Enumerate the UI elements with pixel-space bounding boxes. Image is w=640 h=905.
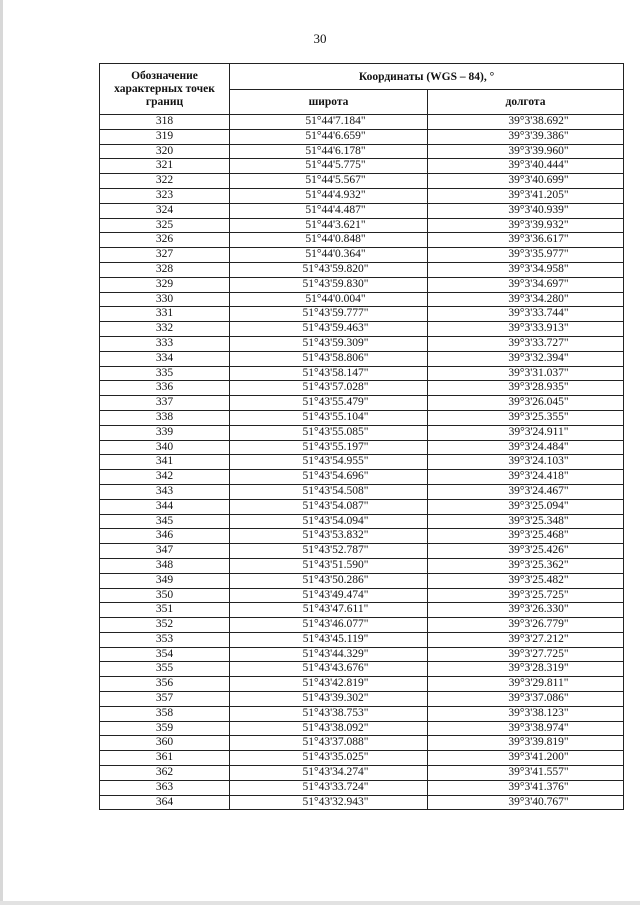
latitude-cell: 51°43'39.302" <box>230 692 428 707</box>
longitude-cell: 39°3'41.205" <box>428 188 624 203</box>
table-row <box>100 159 624 174</box>
point-cell: 336 <box>100 381 230 396</box>
point-cell: 354 <box>100 647 230 662</box>
point-cell: 343 <box>100 484 230 499</box>
table-row <box>100 484 624 499</box>
table-row <box>100 455 624 470</box>
table-row <box>100 174 624 189</box>
table-row <box>100 248 624 263</box>
point-cell: 349 <box>100 573 230 588</box>
longitude-cell: 39°3'35.977" <box>428 248 624 263</box>
table-row <box>100 618 624 633</box>
table-row <box>100 262 624 277</box>
latitude-cell: 51°43'57.028" <box>230 381 428 396</box>
latitude-cell: 51°44'0.848" <box>230 233 428 248</box>
longitude-cell: 39°3'38.123" <box>428 706 624 721</box>
table-row <box>100 499 624 514</box>
longitude-cell: 39°3'27.725" <box>428 647 624 662</box>
table-row <box>100 366 624 381</box>
latitude-header: широта <box>230 90 428 115</box>
latitude-cell: 51°44'6.178" <box>230 144 428 159</box>
header-row-top <box>100 64 624 90</box>
point-cell: 332 <box>100 322 230 337</box>
latitude-cell: 51°43'32.943" <box>230 795 428 810</box>
latitude-cell: 51°43'47.611" <box>230 603 428 618</box>
latitude-cell: 51°43'55.104" <box>230 410 428 425</box>
longitude-cell: 39°3'36.617" <box>428 233 624 248</box>
point-cell: 331 <box>100 307 230 322</box>
latitude-cell: 51°44'6.659" <box>230 129 428 144</box>
table-row <box>100 736 624 751</box>
latitude-cell: 51°43'54.696" <box>230 470 428 485</box>
point-cell: 357 <box>100 692 230 707</box>
point-cell: 337 <box>100 396 230 411</box>
longitude-cell: 39°3'28.319" <box>428 662 624 677</box>
table-row <box>100 721 624 736</box>
point-cell: 323 <box>100 188 230 203</box>
point-cell: 328 <box>100 262 230 277</box>
table-header <box>100 64 624 115</box>
point-cell: 358 <box>100 706 230 721</box>
longitude-cell: 39°3'24.911" <box>428 425 624 440</box>
point-cell: 333 <box>100 336 230 351</box>
longitude-cell: 39°3'39.386" <box>428 129 624 144</box>
longitude-cell: 39°3'41.200" <box>428 751 624 766</box>
point-cell: 359 <box>100 721 230 736</box>
latitude-cell: 51°44'3.621" <box>230 218 428 233</box>
point-cell: 334 <box>100 351 230 366</box>
table-row <box>100 440 624 455</box>
latitude-cell: 51°43'38.753" <box>230 706 428 721</box>
longitude-cell: 39°3'25.725" <box>428 588 624 603</box>
latitude-cell: 51°43'55.479" <box>230 396 428 411</box>
point-cell: 325 <box>100 218 230 233</box>
point-cell: 341 <box>100 455 230 470</box>
longitude-cell: 39°3'40.699" <box>428 174 624 189</box>
table-row <box>100 544 624 559</box>
point-cell: 342 <box>100 470 230 485</box>
table-row <box>100 662 624 677</box>
point-cell: 353 <box>100 632 230 647</box>
point-cell: 335 <box>100 366 230 381</box>
latitude-cell: 51°43'49.474" <box>230 588 428 603</box>
longitude-header: долгота <box>428 90 624 115</box>
point-cell: 360 <box>100 736 230 751</box>
latitude-cell: 51°43'46.077" <box>230 618 428 633</box>
point-cell: 363 <box>100 780 230 795</box>
table-row <box>100 233 624 248</box>
point-cell: 348 <box>100 558 230 573</box>
latitude-cell: 51°43'37.088" <box>230 736 428 751</box>
point-cell: 352 <box>100 618 230 633</box>
point-cell: 320 <box>100 144 230 159</box>
point-cell: 327 <box>100 248 230 263</box>
latitude-cell: 51°43'59.309" <box>230 336 428 351</box>
latitude-cell: 51°43'59.820" <box>230 262 428 277</box>
longitude-cell: 39°3'34.958" <box>428 262 624 277</box>
longitude-cell: 39°3'24.418" <box>428 470 624 485</box>
longitude-cell: 39°3'37.086" <box>428 692 624 707</box>
latitude-cell: 51°43'54.508" <box>230 484 428 499</box>
latitude-cell: 51°43'58.147" <box>230 366 428 381</box>
table-row <box>100 115 624 130</box>
point-cell: 347 <box>100 544 230 559</box>
table-row <box>100 529 624 544</box>
longitude-cell: 39°3'38.974" <box>428 721 624 736</box>
table-row <box>100 144 624 159</box>
table-row <box>100 795 624 810</box>
latitude-cell: 51°44'4.487" <box>230 203 428 218</box>
latitude-cell: 51°44'5.567" <box>230 174 428 189</box>
longitude-cell: 39°3'25.482" <box>428 573 624 588</box>
longitude-cell: 39°3'40.767" <box>428 795 624 810</box>
coordinates-header: Координаты (WGS – 84), ° <box>230 64 624 90</box>
table-row <box>100 129 624 144</box>
latitude-cell: 51°44'5.775" <box>230 159 428 174</box>
latitude-cell: 51°43'59.830" <box>230 277 428 292</box>
table-row <box>100 692 624 707</box>
longitude-cell: 39°3'25.426" <box>428 544 624 559</box>
longitude-cell: 39°3'24.467" <box>428 484 624 499</box>
table-row <box>100 322 624 337</box>
longitude-cell: 39°3'25.094" <box>428 499 624 514</box>
latitude-cell: 51°43'51.590" <box>230 558 428 573</box>
latitude-cell: 51°43'55.197" <box>230 440 428 455</box>
longitude-cell: 39°3'41.376" <box>428 780 624 795</box>
table-row <box>100 558 624 573</box>
point-cell: 330 <box>100 292 230 307</box>
latitude-cell: 51°43'50.286" <box>230 573 428 588</box>
table-row <box>100 706 624 721</box>
longitude-cell: 39°3'38.692" <box>428 115 624 130</box>
coordinates-table <box>99 63 624 810</box>
point-designation-header: Обозначение характерных точек границ <box>100 64 230 115</box>
longitude-cell: 39°3'40.939" <box>428 203 624 218</box>
longitude-cell: 39°3'31.037" <box>428 366 624 381</box>
point-cell: 319 <box>100 129 230 144</box>
table-row <box>100 307 624 322</box>
point-cell: 362 <box>100 766 230 781</box>
longitude-cell: 39°3'25.355" <box>428 410 624 425</box>
point-cell: 324 <box>100 203 230 218</box>
latitude-cell: 51°43'33.724" <box>230 780 428 795</box>
table-row <box>100 514 624 529</box>
latitude-cell: 51°43'59.463" <box>230 322 428 337</box>
latitude-cell: 51°43'59.777" <box>230 307 428 322</box>
point-cell: 355 <box>100 662 230 677</box>
longitude-cell: 39°3'33.727" <box>428 336 624 351</box>
latitude-cell: 51°43'54.094" <box>230 514 428 529</box>
longitude-cell: 39°3'28.935" <box>428 381 624 396</box>
point-cell: 345 <box>100 514 230 529</box>
latitude-cell: 51°43'54.087" <box>230 499 428 514</box>
latitude-cell: 51°43'53.832" <box>230 529 428 544</box>
longitude-cell: 39°3'26.330" <box>428 603 624 618</box>
point-cell: 364 <box>100 795 230 810</box>
point-cell: 346 <box>100 529 230 544</box>
table-row <box>100 188 624 203</box>
point-cell: 344 <box>100 499 230 514</box>
longitude-cell: 39°3'33.744" <box>428 307 624 322</box>
point-cell: 356 <box>100 677 230 692</box>
table-row <box>100 410 624 425</box>
latitude-cell: 51°43'35.025" <box>230 751 428 766</box>
longitude-cell: 39°3'39.960" <box>428 144 624 159</box>
table-row <box>100 677 624 692</box>
latitude-cell: 51°44'7.184" <box>230 115 428 130</box>
longitude-cell: 39°3'26.045" <box>428 396 624 411</box>
point-cell: 321 <box>100 159 230 174</box>
latitude-cell: 51°43'52.787" <box>230 544 428 559</box>
table-row <box>100 381 624 396</box>
latitude-cell: 51°43'55.085" <box>230 425 428 440</box>
table-row <box>100 292 624 307</box>
longitude-cell: 39°3'34.280" <box>428 292 624 307</box>
longitude-cell: 39°3'24.103" <box>428 455 624 470</box>
table-row <box>100 351 624 366</box>
latitude-cell: 51°43'43.676" <box>230 662 428 677</box>
latitude-cell: 51°44'0.004" <box>230 292 428 307</box>
point-cell: 361 <box>100 751 230 766</box>
scan-left-edge <box>0 0 3 905</box>
longitude-cell: 39°3'34.697" <box>428 277 624 292</box>
point-cell: 350 <box>100 588 230 603</box>
longitude-cell: 39°3'40.444" <box>428 159 624 174</box>
scan-bottom-edge <box>0 901 640 905</box>
table-row <box>100 396 624 411</box>
latitude-cell: 51°43'38.092" <box>230 721 428 736</box>
page-number: 30 <box>313 31 327 46</box>
latitude-cell: 51°43'42.819" <box>230 677 428 692</box>
table-row <box>100 218 624 233</box>
longitude-cell: 39°3'25.468" <box>428 529 624 544</box>
latitude-cell: 51°44'4.932" <box>230 188 428 203</box>
table-body <box>100 115 624 810</box>
table-row <box>100 780 624 795</box>
point-cell: 351 <box>100 603 230 618</box>
table-row <box>100 425 624 440</box>
longitude-cell: 39°3'29.811" <box>428 677 624 692</box>
table-row <box>100 588 624 603</box>
longitude-cell: 39°3'32.394" <box>428 351 624 366</box>
table-row <box>100 336 624 351</box>
latitude-cell: 51°43'54.955" <box>230 455 428 470</box>
longitude-cell: 39°3'24.484" <box>428 440 624 455</box>
point-cell: 329 <box>100 277 230 292</box>
table-row <box>100 603 624 618</box>
table-row <box>100 647 624 662</box>
table-row <box>100 470 624 485</box>
table-row <box>100 573 624 588</box>
table-row <box>100 751 624 766</box>
longitude-cell: 39°3'27.212" <box>428 632 624 647</box>
point-cell: 326 <box>100 233 230 248</box>
latitude-cell: 51°43'34.274" <box>230 766 428 781</box>
latitude-cell: 51°43'58.806" <box>230 351 428 366</box>
point-cell: 322 <box>100 174 230 189</box>
longitude-cell: 39°3'25.362" <box>428 558 624 573</box>
longitude-cell: 39°3'41.557" <box>428 766 624 781</box>
longitude-cell: 39°3'25.348" <box>428 514 624 529</box>
table-row <box>100 203 624 218</box>
longitude-cell: 39°3'33.913" <box>428 322 624 337</box>
point-cell: 318 <box>100 115 230 130</box>
point-cell: 338 <box>100 410 230 425</box>
latitude-cell: 51°44'0.364" <box>230 248 428 263</box>
table-row <box>100 632 624 647</box>
latitude-cell: 51°43'44.329" <box>230 647 428 662</box>
point-cell: 339 <box>100 425 230 440</box>
latitude-cell: 51°43'45.119" <box>230 632 428 647</box>
longitude-cell: 39°3'39.932" <box>428 218 624 233</box>
table-row <box>100 277 624 292</box>
longitude-cell: 39°3'26.779" <box>428 618 624 633</box>
table-row <box>100 766 624 781</box>
point-cell: 340 <box>100 440 230 455</box>
longitude-cell: 39°3'39.819" <box>428 736 624 751</box>
